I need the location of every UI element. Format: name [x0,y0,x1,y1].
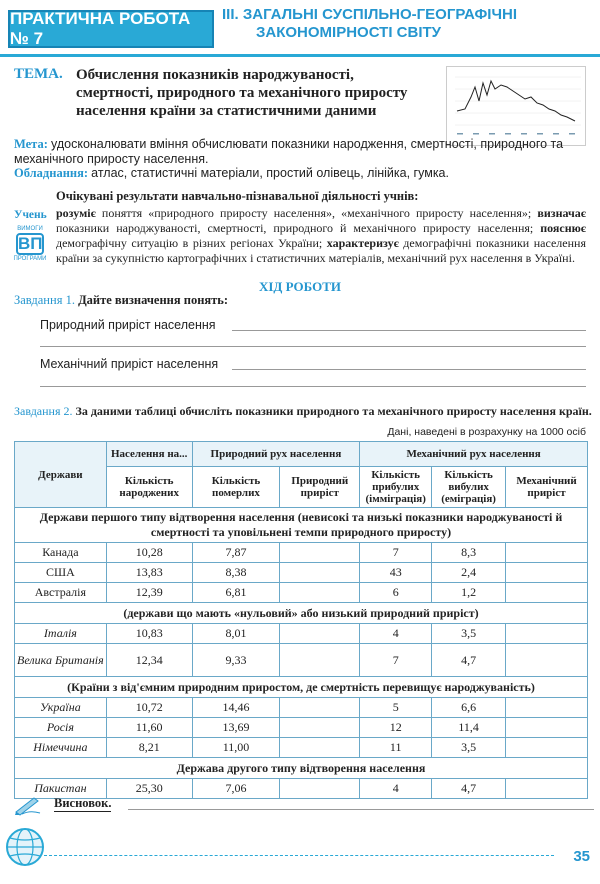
immigration-cell: 43 [360,563,432,583]
logo-mark: ВП [18,234,43,253]
pen-icon [14,794,42,816]
definition-natural-line-2[interactable] [40,346,586,347]
section-title-line2: ЗАКОНОМІРНОСТІ СВІТУ [256,24,442,41]
section-negative-growth: (Країни з від'ємним природним приростом, де смертність перевищує народжуваність) [15,677,588,698]
births-cell: 8,21 [106,738,192,758]
births-cell: 11,60 [106,718,192,738]
topic-title: Обчислення показників народжуваності, смертності, природного та механічного приросту населення країни за статистичними даними [76,67,408,119]
section-zero-growth: (держави що мають «нульовий» або низький природний приріст) [15,603,588,624]
table-row [15,698,588,718]
definition-mechanical-line[interactable] [232,369,586,370]
table-row [15,543,588,563]
expected-results-text [56,206,586,266]
natural-growth-cell[interactable] [280,583,360,603]
deaths-cell: 14,46 [192,698,280,718]
header-natural-movement: Природний рух населення [192,442,360,467]
mechanical-growth-cell[interactable] [506,563,588,583]
country-cell: Канада [15,543,107,563]
births-cell: 10,72 [106,698,192,718]
deaths-cell: 9,33 [192,644,280,677]
expected-text-3: демографічну ситуацію в різних регіонах України; [56,236,327,250]
country-cell: Україна [15,698,107,718]
task-1-label: Завдання 1. [14,293,75,307]
deaths-cell: 7,87 [192,543,280,563]
immigration-cell: 7 [360,644,432,677]
section-title-line1: ІІІ. ЗАГАЛЬНІ СУСПІЛЬНО-ГЕОГРАФІЧНІ [222,6,517,23]
verb-explains: пояснює [540,221,586,235]
expected-results-title: Очікувані результати навчально-пізнавальної діяльності учнів: [56,189,419,203]
goal-label: Мета: [14,137,48,151]
mechanical-growth-cell[interactable] [506,698,588,718]
table-note: Дані, наведені в розрахунку на 1000 осіб [387,426,586,438]
student-label: Учень [14,209,47,221]
expected-text-4: демографічні показники населення країни за сукупністю картографічних і статистичних матеріалів, механічний рух населення в Україні. [56,236,586,265]
natural-growth-cell[interactable] [280,563,360,583]
expected-text-1: поняття «природного приросту населення», «механічного приросту населення»; [95,206,538,220]
births-cell: 13,83 [106,563,192,583]
program-requirements-logo [12,226,48,264]
logo-bottom-text: ПРОГРАМИ [13,256,47,262]
globe-icon [2,824,48,870]
immigration-cell: 11 [360,738,432,758]
task-1-heading [14,293,228,308]
emigration-cell: 8,3 [432,543,506,563]
header-emigration: Кількість вибулих (еміграція) [432,467,506,508]
emigration-cell: 1,2 [432,583,506,603]
conclusion-line[interactable] [128,809,594,810]
section-first-type: Держави першого типу відтворення населення (невисокі та низькі показники народжуваності й смертності та уповільнені темпи природного приросту) [15,508,588,543]
births-cell: 25,30 [106,779,192,799]
decorative-line-chart [446,66,586,146]
births-cell: 12,39 [106,583,192,603]
definition-natural-label: Природний приріст населення [40,318,216,332]
births-cell: 10,83 [106,624,192,644]
page-number: 35 [573,848,590,865]
births-cell: 10,28 [106,543,192,563]
table-row [15,718,588,738]
emigration-cell: 2,4 [432,563,506,583]
emigration-cell: 3,5 [432,624,506,644]
header-natural-growth: Природний приріст [280,467,360,508]
page-header [0,0,600,58]
natural-growth-cell[interactable] [280,543,360,563]
immigration-cell: 5 [360,698,432,718]
immigration-cell: 4 [360,624,432,644]
equipment-text: атлас, статистичні матеріали, простий олівець, лінійка, гумка. [91,166,449,180]
conclusion-row [14,794,594,816]
mechanical-growth-cell[interactable] [506,718,588,738]
emigration-cell: 6,6 [432,698,506,718]
emigration-cell: 4,7 [432,644,506,677]
deaths-cell: 13,69 [192,718,280,738]
task-2-heading [14,404,594,419]
immigration-cell: 4 [360,779,432,799]
verb-characterizes: характеризує [326,236,399,250]
deaths-cell: 7,06 [192,779,280,799]
country-cell: США [15,563,107,583]
deaths-cell: 6,81 [192,583,280,603]
task-1-text: Дайте визначення понять: [78,293,229,307]
deaths-cell: 11,00 [192,738,280,758]
header-mechanical-growth: Механічний приріст [506,467,588,508]
immigration-cell: 12 [360,718,432,738]
mechanical-growth-cell[interactable] [506,543,588,563]
logo-top-text: ВИМОГИ [17,226,43,232]
header-deaths: Кількість померлих [192,467,280,508]
immigration-cell: 6 [360,583,432,603]
header-divider [0,54,600,57]
goal-text: удосконалювати вміння обчислювати показники народження, смертності, природного та механічного приросту населення. [14,137,564,166]
task-2-label: Завдання 2. [14,404,73,418]
emigration-cell: 11,4 [432,718,506,738]
deaths-cell: 8,38 [192,563,280,583]
natural-growth-cell[interactable] [280,718,360,738]
verb-determines: визначає [537,206,586,220]
country-cell: Велика Британія [15,644,107,677]
emigration-cell: 3,5 [432,738,506,758]
header-mechanical-movement: Механічний рух населення [360,442,588,467]
header-population: Населення на... [106,442,192,467]
table-row [15,563,588,583]
footer-divider [44,855,554,856]
practical-work-title: ПРАКТИЧНА РОБОТА № 7 [8,10,214,48]
mechanical-growth-cell[interactable] [506,644,588,677]
section-title [222,6,592,42]
task-2-text: За даними таблиці обчисліть показники природного та механічного приросту населення країн. [75,404,592,418]
mechanical-growth-cell[interactable] [506,583,588,603]
population-table [14,441,588,799]
immigration-cell: 7 [360,543,432,563]
deaths-cell: 8,01 [192,624,280,644]
conclusion-label: Висновок. [54,796,112,810]
natural-growth-cell[interactable] [280,644,360,677]
natural-growth-cell[interactable] [280,624,360,644]
country-cell: Пакистан [15,779,107,799]
topic-label: ТЕМА. [14,66,63,82]
table-row [15,738,588,758]
goal-row [14,137,586,167]
section-second-type: Держава другого типу відтворення населення [15,758,588,779]
header-immigration: Кількість прибулих (імміграція) [360,467,432,508]
expected-text-2: показники народжуваності, смертності, природного й механічного приросту населення; [56,221,541,235]
mechanical-growth-cell[interactable] [506,738,588,758]
country-cell: Росія [15,718,107,738]
country-cell: Німеччина [15,738,107,758]
table-row [15,624,588,644]
natural-growth-cell[interactable] [280,698,360,718]
equipment-label: Обладнання: [14,166,89,180]
definition-mechanical-label: Механічний приріст населення [40,357,219,371]
mechanical-growth-cell[interactable] [506,624,588,644]
verb-understands: розуміє [56,206,96,220]
births-cell: 12,34 [106,644,192,677]
definition-natural-line[interactable] [232,330,586,331]
header-births: Кількість народжених [106,467,192,508]
emigration-cell: 4,7 [432,779,506,799]
table-row [15,644,588,677]
header-state: Держави [15,442,107,508]
natural-growth-cell[interactable] [280,738,360,758]
definition-mechanical-line-2[interactable] [40,386,586,387]
work-progress-heading: ХІД РОБОТИ [258,279,342,294]
country-cell: Австралія [15,583,107,603]
country-cell: Італія [15,624,107,644]
table-row [15,583,588,603]
equipment-row [14,166,586,181]
